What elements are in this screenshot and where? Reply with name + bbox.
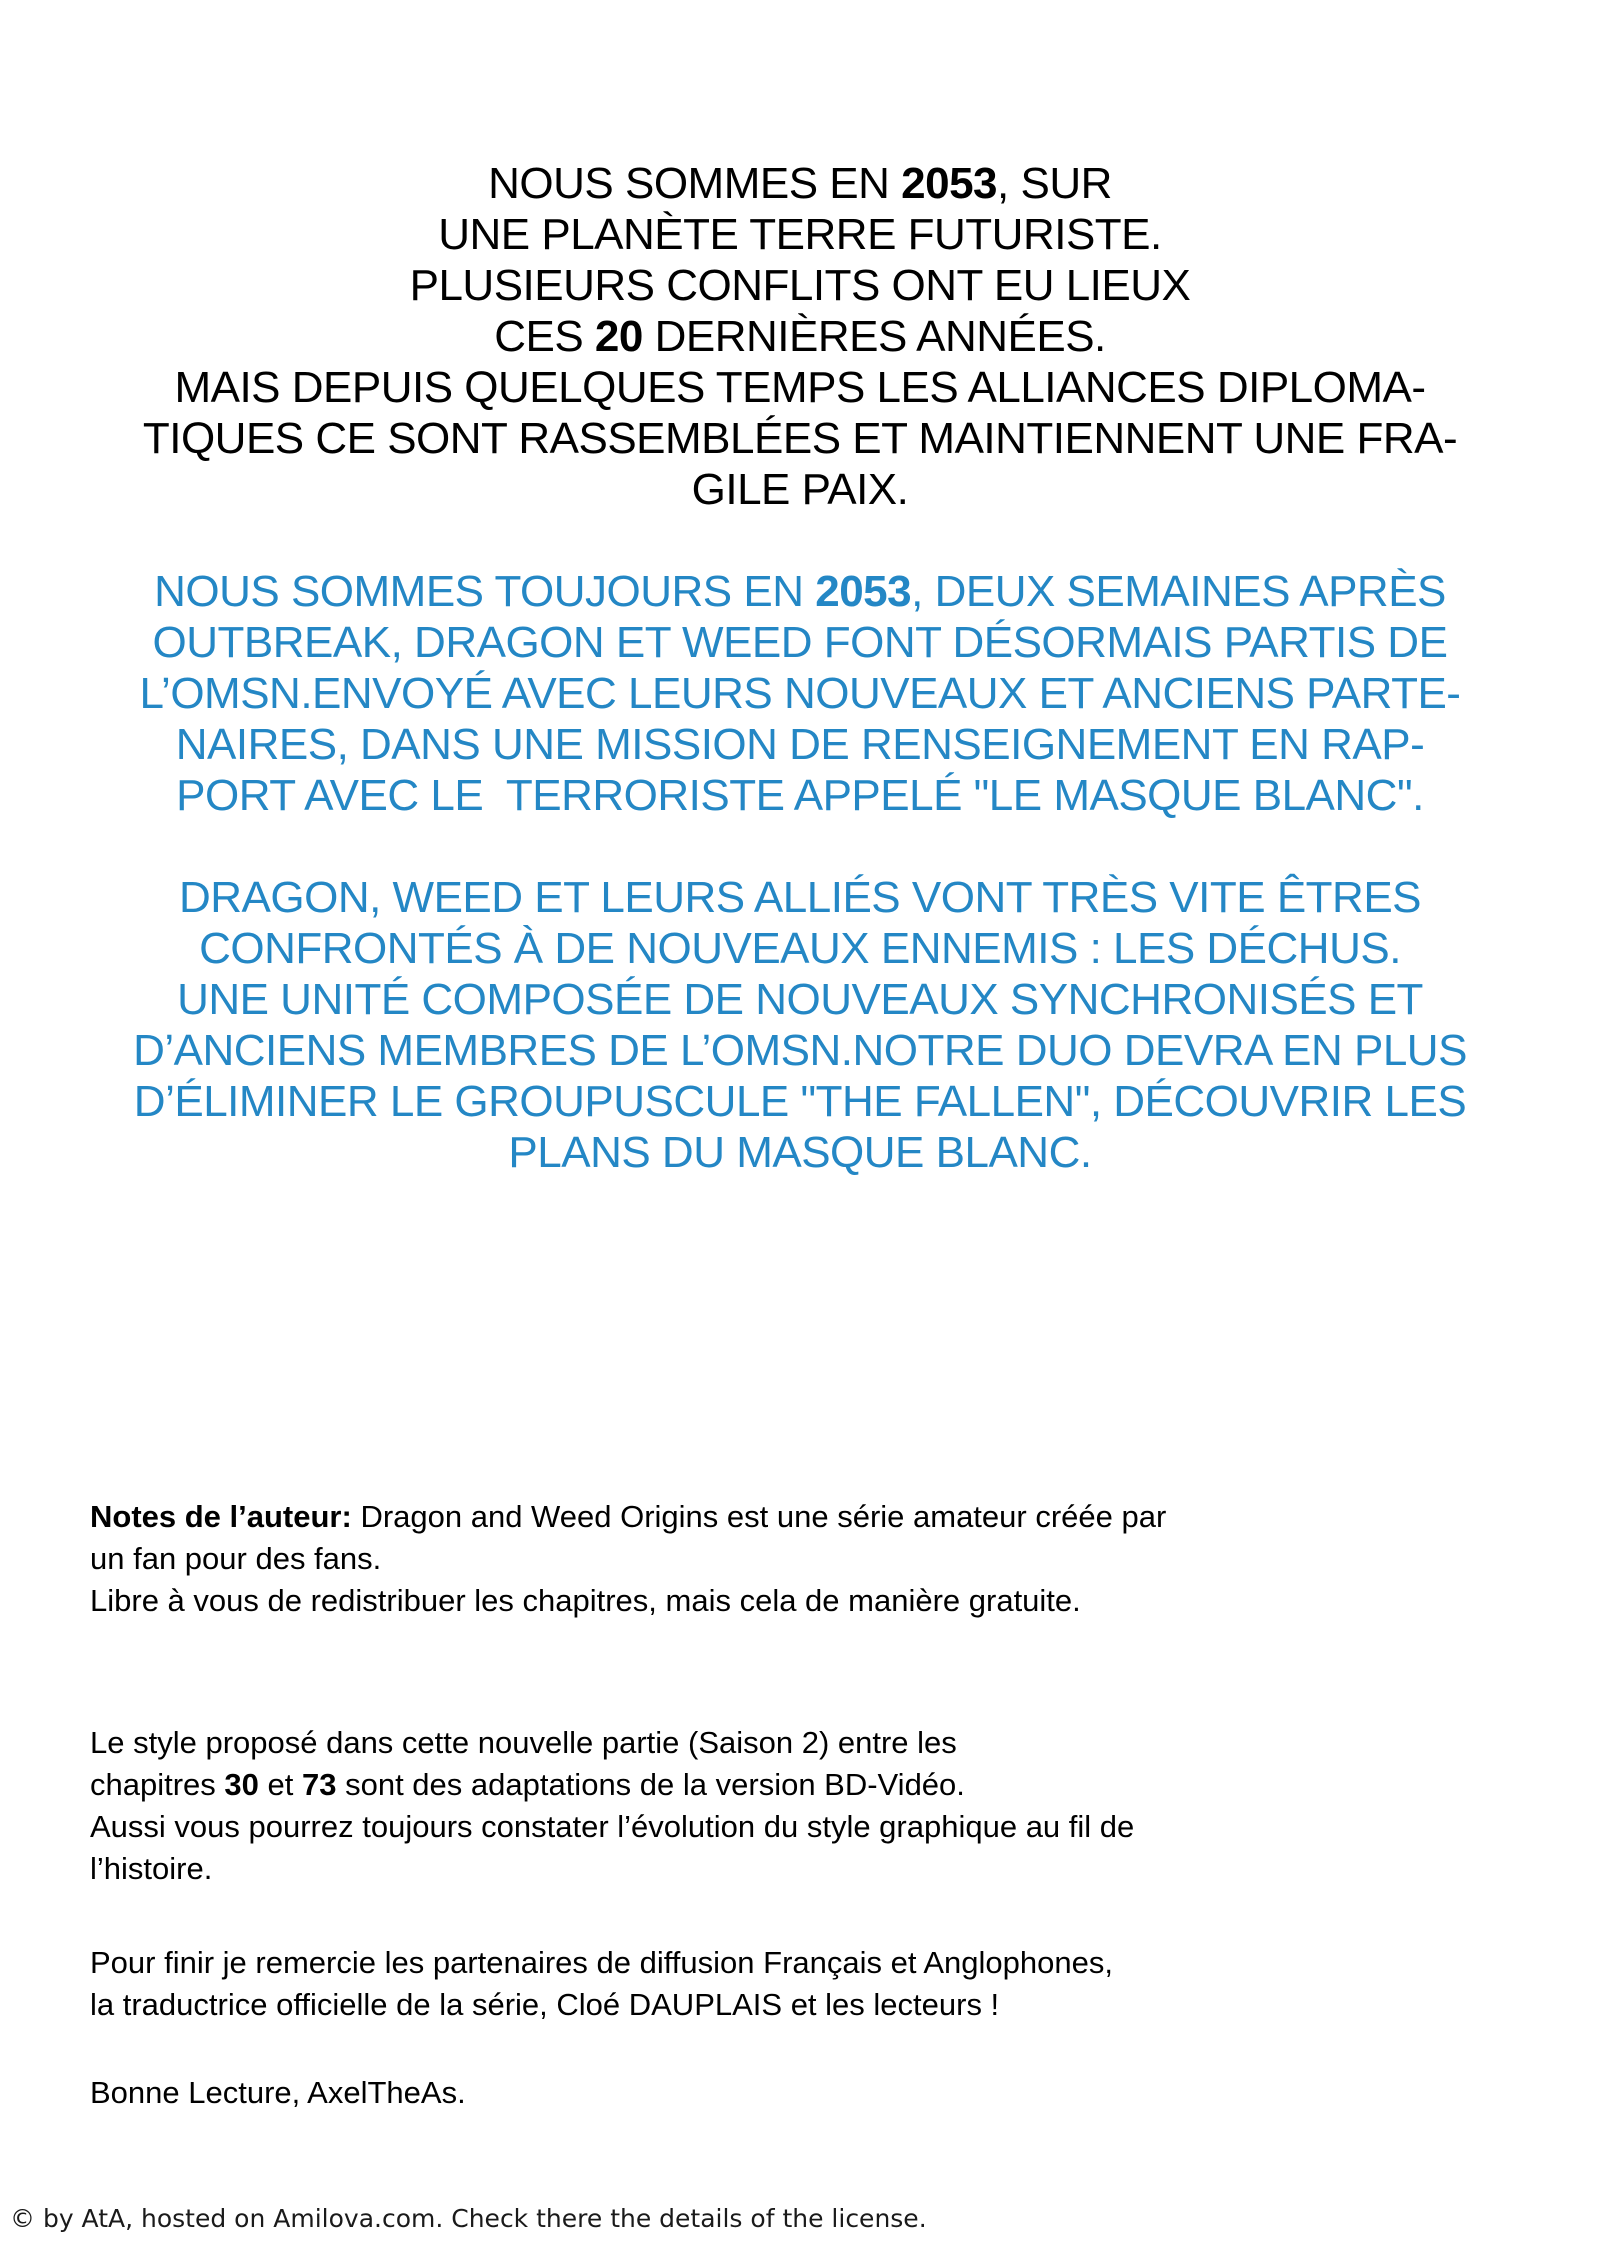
synopsis-line: OUTBREAK, DRAGON ET WEED FONT DÉSORMAIS PARTIS DE: [152, 618, 1448, 667]
synopsis-line: UNE PLANÈTE TERRE FUTURISTE.: [438, 210, 1162, 259]
synopsis-line: GILE PAIX.: [691, 465, 909, 514]
synopsis-line: NOUS SOMMES EN 2053, SUR: [488, 159, 1112, 208]
notes-line: Libre à vous de redistribuer les chapitres, mais cela de manière gratuite.: [90, 1583, 1081, 1618]
notes-line: Pour finir je remercie les partenaires de diffusion Français et Anglophones,: [90, 1945, 1113, 1980]
synopsis-line: L’OMSN.ENVOYÉ AVEC LEURS NOUVEAUX ET ANCIENS PARTE-: [139, 669, 1461, 718]
author-notes-paragraph-2: [90, 1722, 1480, 1890]
author-notes-paragraph-3: [90, 1942, 1480, 2026]
synopsis-blue-block-2: [0, 872, 1600, 1178]
notes-line: la traductrice officielle de la série, Cloé DAUPLAIS et les lecteurs !: [90, 1987, 1000, 2022]
synopsis-line: D’ÉLIMINER LE GROUPUSCULE "THE FALLEN", DÉCOUVRIR LES: [133, 1077, 1467, 1126]
license-footer: © by AtA, hosted on Amilova.com. Check there the details of the license.: [10, 2204, 927, 2233]
notes-line: un fan pour des fans.: [90, 1541, 382, 1576]
synopsis-line: D’ANCIENS MEMBRES DE L’OMSN.NOTRE DUO DEVRA EN PLUS: [133, 1026, 1467, 1075]
synopsis-line: NOUS SOMMES TOUJOURS EN 2053, DEUX SEMAINES APRÈS: [154, 567, 1446, 616]
synopsis-black-block: [0, 158, 1600, 515]
synopsis-line: NAIRES, DANS UNE MISSION DE RENSEIGNEMENT EN RAP-: [175, 720, 1425, 769]
notes-line: Notes de l’auteur: Dragon and Weed Origins est une série amateur créée par: [90, 1499, 1167, 1534]
synopsis-line: MAIS DEPUIS QUELQUES TEMPS LES ALLIANCES DIPLOMA-: [174, 363, 1426, 412]
synopsis-line: UNE UNITÉ COMPOSÉE DE NOUVEAUX SYNCHRONISÉS ET: [177, 975, 1423, 1024]
synopsis-line: PORT AVEC LE TERRORISTE APPELÉ "LE MASQUE BLANC".: [176, 771, 1424, 820]
synopsis-line: CONFRONTÉS À DE NOUVEAUX ENNEMIS : LES DÉCHUS.: [199, 924, 1401, 973]
notes-line: Le style proposé dans cette nouvelle partie (Saison 2) entre les: [90, 1725, 957, 1760]
author-notes-paragraph-1: [90, 1496, 1480, 1622]
synopsis-blue-block-1: [0, 566, 1600, 821]
author-signature: Bonne Lecture, AxelTheAs.: [90, 2075, 466, 2110]
synopsis-line: PLANS DU MASQUE BLANC.: [508, 1128, 1092, 1177]
synopsis-line: CES 20 DERNIÈRES ANNÉES.: [494, 312, 1106, 361]
notes-line: chapitres 30 et 73 sont des adaptations de la version BD-Vidéo.: [90, 1767, 965, 1802]
notes-line: l’histoire.: [90, 1851, 213, 1886]
synopsis-line: DRAGON, WEED ET LEURS ALLIÉS VONT TRÈS VITE ÊTRES: [178, 873, 1422, 922]
synopsis-line: PLUSIEURS CONFLITS ONT EU LIEUX: [409, 261, 1191, 310]
synopsis-line: TIQUES CE SONT RASSEMBLÉES ET MAINTIENNENT UNE FRA-: [142, 414, 1458, 463]
notes-line: Aussi vous pourrez toujours constater l’évolution du style graphique au fil de: [90, 1809, 1135, 1844]
